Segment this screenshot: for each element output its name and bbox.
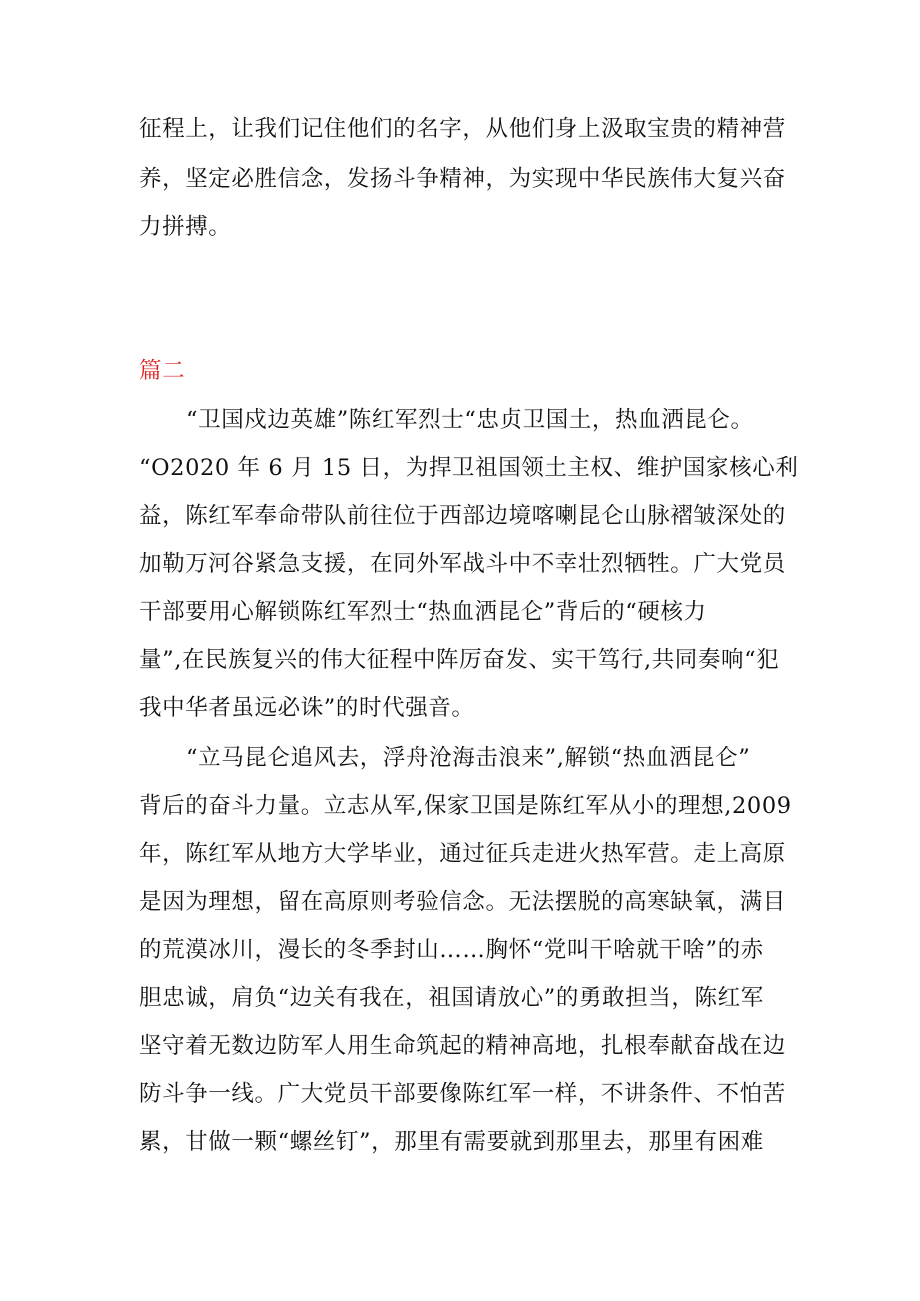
text: 力拼搏。 (139, 214, 232, 240)
text: 干部要用心解锁陈红军烈士“热血洒昆仑”背后的“硬核力 (139, 599, 707, 625)
text: 年，陈红军从地方大学毕业，通过征兵走进火热军营。走上高原 (139, 841, 786, 867)
text: 是因为理想，留在高原则考验信念。无法摆脱的高寒缺氧，满目 (139, 889, 786, 915)
text: 坚守着无数边防军人用生命筑起的精神高地，扎根奉献奋战在边 (139, 1033, 786, 1059)
section-heading: 篇二 (139, 358, 186, 384)
text: “卫国戍边英雄”陈红军烈士“忠贞卫国土，热血洒昆仑。 (186, 407, 754, 433)
text: 累，甘做一颗“螺丝钉”，那里有需要就到那里去，那里有困难 (139, 1129, 764, 1155)
text: “立马昆仑追风去，浮舟沧海击浪来”,解锁“热血洒昆仑” (186, 745, 751, 771)
text: 防斗争一线。广大党员干部要像陈红军一样，不讲条件、不怕苦 (139, 1081, 786, 1107)
text: 的荒漠冰川，漫长的冬季封山……胸怀“党叫干啥就干啥”的赤 (139, 937, 764, 963)
text: 我中华者虽远必诛”的时代强音。 (139, 695, 475, 721)
text: 加勒万河谷紧急支援，在同外军战斗中不幸壮烈牺牲。广大党员 (139, 551, 786, 577)
text: 背后的奋斗力量。立志从军,保家卫国是陈红军从小的理想,2009 (139, 793, 792, 819)
text: 养，坚定必胜信念，发扬斗争精神，为实现中华民族伟大复兴奋 (139, 166, 786, 192)
text: 征程上，让我们记住他们的名字，从他们身上汲取宝贵的精神营 (139, 116, 786, 142)
text: 胆忠诚，肩负“边关有我在，祖国请放心”的勇敢担当，陈红军 (139, 985, 764, 1011)
text: 益，陈红军奉命带队前往位于西部边境喀喇昆仑山脉褶皱深处的 (139, 503, 786, 529)
text: 量”,在民族复兴的伟大征程中阵厉奋发、实干笃行,共同奏响“犯 (139, 647, 780, 673)
text: “O2020 年 6 月 15 日，为捍卫祖国领土主权、维护国家核心利 (139, 455, 799, 481)
